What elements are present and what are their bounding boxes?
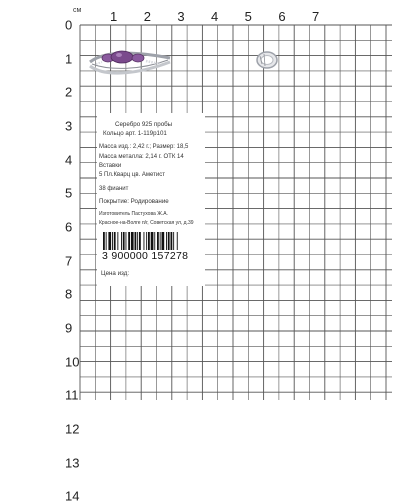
barcode [103,232,201,250]
product-tag [97,113,205,286]
y-axis-label: 4 [65,152,73,168]
y-axis-label: 1 [65,51,73,67]
barcode-bar [166,232,167,250]
y-axis-label: 14 [65,488,80,504]
y-axis-label: 13 [65,455,80,471]
barcode-bar [148,232,150,250]
barcode-bar [151,232,154,250]
barcode-bar [108,232,111,250]
y-axis-label: 2 [65,84,73,100]
tag-line-9: Изготовитель Пастухова Ж.А. [99,211,168,217]
barcode-bar [117,232,118,250]
barcode-number: 3 900000 157278 [102,250,189,262]
y-axis-label: 3 [65,118,73,134]
barcode-bar [131,232,134,250]
barcode-bar [144,232,145,250]
barcode-bar [137,232,138,250]
y-axis-label: 0 [65,17,73,33]
barcode-bar [154,232,155,250]
tag-line-8: Покрытие: Родирование [99,198,169,205]
x-axis-label: 4 [211,9,219,24]
tag-line-7: 38 фианит [99,186,129,192]
x-axis-label: 2 [143,9,151,24]
barcode-bar [106,232,107,250]
tag-line-3: Масса изд.: 2,42 г.; Размер: 18,5 [99,144,189,150]
tag-line-6: 5 Пл.Кварц цв. Аметист [99,172,165,178]
y-axis-label: 12 [65,421,80,437]
barcode-bar [126,232,127,250]
barcode-bar [171,232,173,250]
ring-image [88,40,172,80]
y-axis-label: 7 [65,253,73,269]
y-axis-label: 10 [65,354,80,370]
barcode-bar [128,232,130,250]
y-axis-label: 5 [65,185,73,201]
x-axis-label: 5 [244,9,252,24]
tag-line-2: Кольцо арт. 1-119р101 [103,130,167,137]
barcode-bar [168,232,170,250]
x-axis-label: 7 [311,9,320,24]
barcode-bar [103,232,105,250]
ring-side-image [255,48,279,72]
unit-label: см [73,7,82,14]
barcode-bar [135,232,137,250]
barcode-bar [162,232,165,250]
barcode-bar [139,232,141,250]
barcode-bar [112,232,113,250]
y-axis-label: 8 [65,286,73,302]
tag-line-10: Красное-на-Волге п/г, Советская ул, д.39 [99,220,194,226]
y-axis-label: 9 [65,320,73,336]
price-label: Цена изд: [101,270,130,277]
y-axis-label: 6 [65,219,73,235]
barcode-bar [160,232,161,250]
barcode-bar [123,232,125,250]
barcode-bar [146,232,147,250]
barcode-bar [173,232,174,250]
tag-line-4: Масса металла: 2,14 г. ОТК 14 [99,154,184,160]
barcode-bar [177,232,178,250]
barcode-bar [114,232,116,250]
x-axis-label: 1 [110,9,118,24]
x-axis-label: 3 [177,9,185,24]
y-axis-label: 11 [65,387,79,403]
barcode-bar [121,232,122,250]
barcode-bar [157,232,159,250]
tag-line-5: Вставки [99,163,122,169]
tag-line-1: Серебро 925 пробы [115,121,173,128]
x-axis-label: 6 [278,9,286,24]
